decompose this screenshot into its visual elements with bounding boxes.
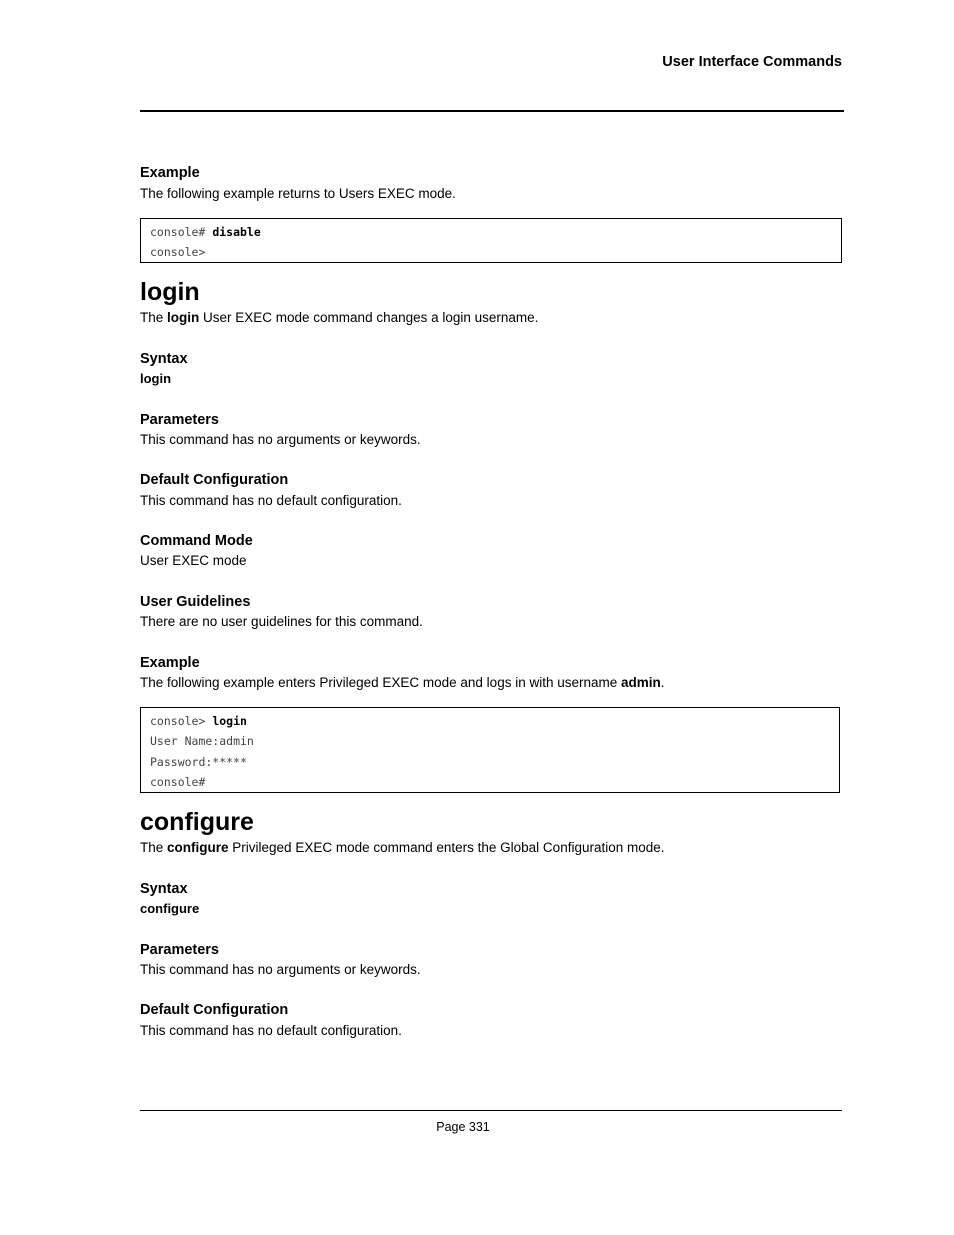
login-syntax-heading: Syntax [140, 351, 188, 367]
running-header-title: User Interface Commands [662, 54, 842, 70]
configure-parameters-heading: Parameters [140, 942, 219, 958]
login-parameters-heading: Parameters [140, 412, 219, 428]
code-line: User Name:admin [150, 734, 254, 749]
login-mode-text: User EXEC mode [140, 553, 247, 568]
code-line: console> login [150, 714, 247, 728]
login-guidelines-text: There are no user guidelines for this command. [140, 614, 423, 629]
page-number: Page 331 [436, 1120, 490, 1134]
code-example-login [140, 707, 840, 793]
header-divider [140, 110, 844, 112]
code-example-disable [140, 218, 842, 263]
login-mode-heading: Command Mode [140, 533, 253, 549]
login-guidelines-heading: User Guidelines [140, 594, 251, 610]
configure-default-text: This command has no default configuration. [140, 1023, 402, 1038]
login-parameters-text: This command has no arguments or keywords. [140, 432, 421, 447]
code-line: console# disable [150, 225, 261, 239]
code-line: Password:***** [150, 754, 247, 769]
login-example-heading: Example [140, 655, 200, 671]
login-default-heading: Default Configuration [140, 472, 289, 488]
configure-description: The configure Privileged EXEC mode command enters the Global Configuration mode. [140, 840, 665, 855]
configure-default-heading: Default Configuration [140, 1002, 289, 1018]
configure-syntax-heading: Syntax [140, 881, 188, 897]
login-default-text: This command has no default configuration. [140, 493, 402, 508]
configure-parameters-text: This command has no arguments or keywords. [140, 962, 421, 977]
login-syntax: login [140, 371, 172, 386]
code-line: console> [150, 245, 206, 260]
command-title-configure: configure [140, 808, 254, 836]
configure-syntax: configure [140, 901, 200, 916]
login-example-description: The following example enters Privileged EXEC mode and logs in with username admin. [140, 675, 665, 690]
example-heading: Example [140, 165, 200, 181]
code-line: console# [150, 774, 206, 789]
command-title-login: login [140, 278, 200, 306]
example-description: The following example returns to Users EXEC mode. [140, 186, 456, 201]
login-description: The login User EXEC mode command changes a login username. [140, 310, 539, 325]
footer-divider [140, 1110, 842, 1111]
